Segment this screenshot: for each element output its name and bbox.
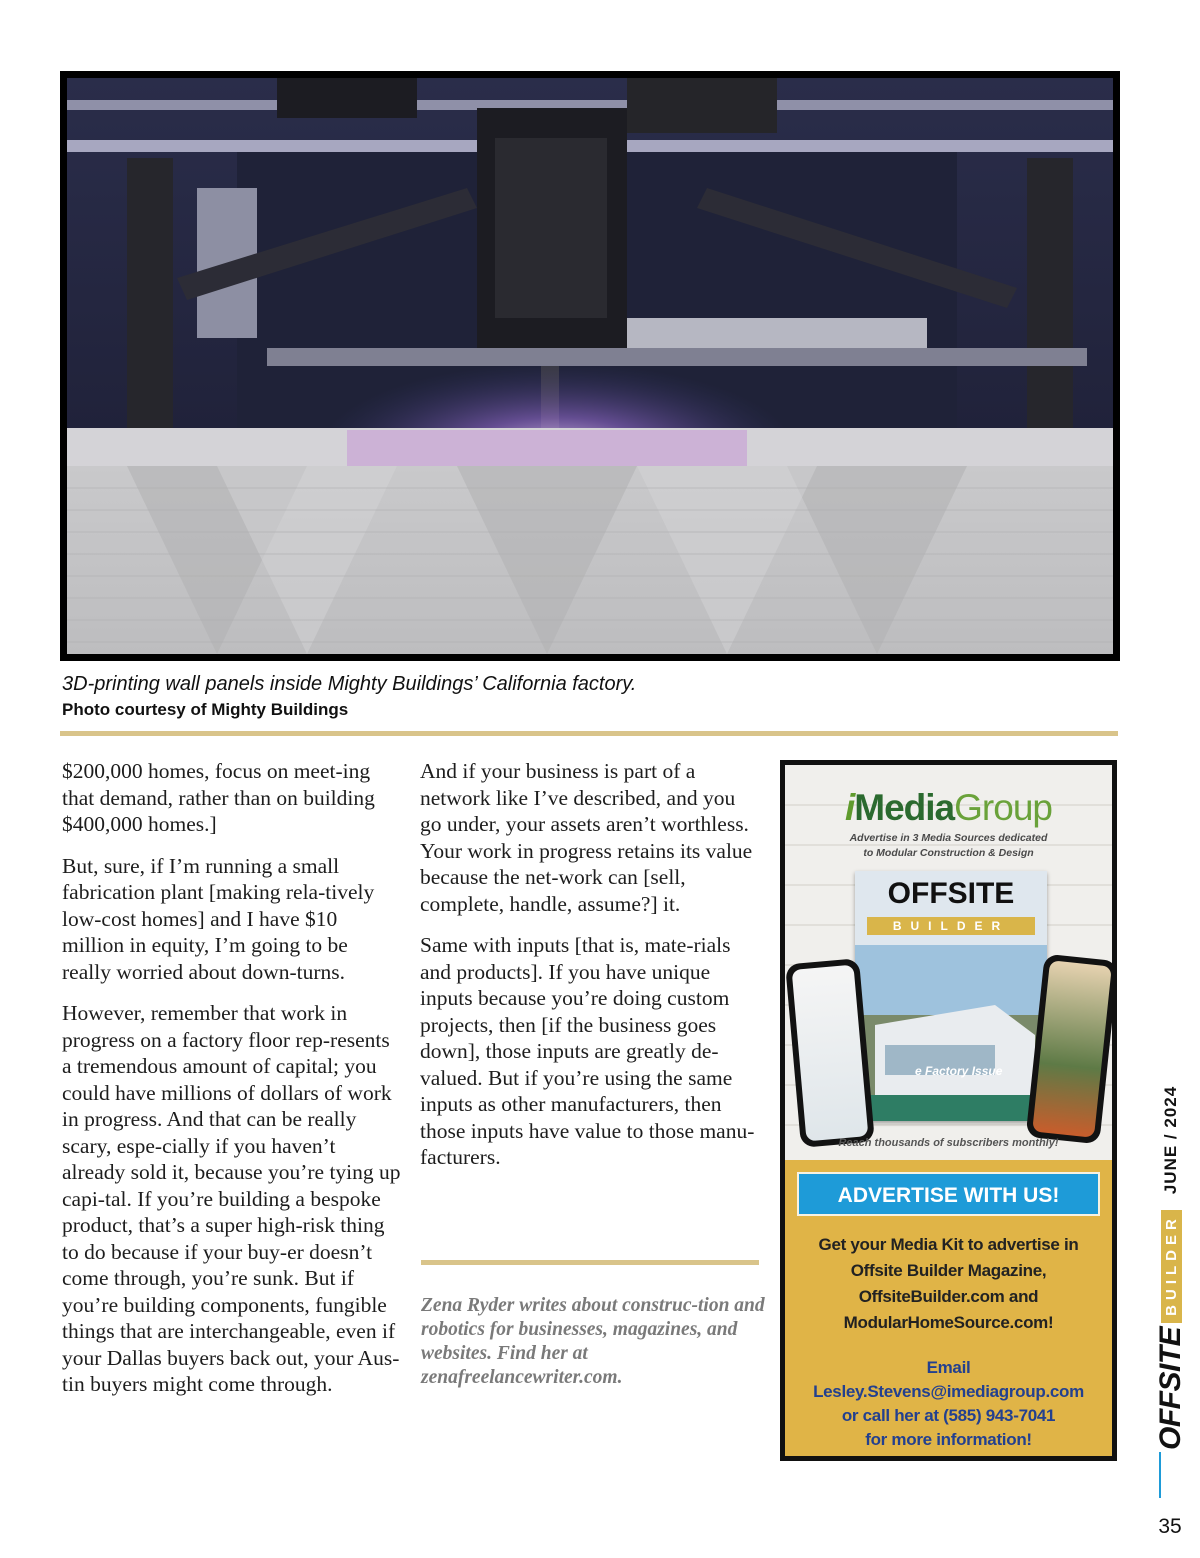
ad-tagline xyxy=(785,831,1112,861)
magazine-side-tab xyxy=(1147,1085,1195,1450)
paragraph: But, sure, if I’m running a small fabrication plant [making rela-tively low-cost homes] and I have $10 million in equity, I’m going to be really worried about down-turns. xyxy=(62,853,375,984)
section-divider xyxy=(60,731,1118,736)
ad-bottom-panel xyxy=(785,1160,1112,1461)
paragraph: $200,000 homes, focus on meet-ing that demand, rather than on building $400,000 homes.] xyxy=(62,759,375,836)
ad-top-panel xyxy=(785,765,1112,1160)
author-bio: Zena Ryder writes about construc-tion and robotics for businesses, magazines, and websites. Find her at zenafreelancewriter.com. xyxy=(421,1295,765,1388)
email-link[interactable]: Lesley.Stevens@imediagroup.com xyxy=(813,1382,1084,1401)
phone-left-mockup xyxy=(785,958,875,1148)
side-accent-line xyxy=(1159,1452,1161,1498)
page-number: 35 xyxy=(1158,1515,1182,1538)
tagline-line-1: Advertise in 3 Media Sources dedicated xyxy=(849,832,1048,844)
magazine-cover xyxy=(855,871,1047,1121)
paragraph: Same with inputs [that is, mate-rials and products]. If you have unique inputs because you’re doing custom projects, then [if the business goes down], those inputs are greatly de-valued. But if you’re using the same inputs as other manufacturers, then those inputs have value to those manu-facturers. xyxy=(420,933,755,1169)
cover-issue-label: e Factory Issue xyxy=(915,1064,1003,1078)
info-text: for more information! xyxy=(865,1430,1032,1449)
ad-body-line: OffsiteBuilder.com and xyxy=(858,1287,1039,1306)
advertisement[interactable] xyxy=(780,760,1117,1461)
ad-reach-text: Reach thousands of subscribers monthly! xyxy=(838,1137,1059,1149)
logo-media: Media xyxy=(854,787,955,828)
paragraph: However, remember that work in progress on a factory floor rep-resents a tremendous amount of capital; you could have millions of dollars of work in progress. And that can be really scary, espe-cially if you haven’t already sold it, because you’re tying up capi-tal. If you’re building a bespoke product, that’s a super high-risk thing to do because if your buy-er doesn’t come through, you’re sunk. But if you’re building components, fungible things that are interchangeable, even if your Dallas buyers back out, your Aus-tin buyers might come through. xyxy=(62,1001,401,1396)
advertise-with-us-button[interactable]: ADVERTISE WITH US! xyxy=(797,1172,1100,1216)
cover-title: OFFSITE xyxy=(887,877,1015,910)
bio-divider xyxy=(421,1260,759,1265)
paragraph: And if your business is part of a network like I’ve described, and you go under, your assets aren’t worthless. Your work in progress retains its value because the net-work can [sell, complete, handle, assume?] it. xyxy=(420,759,753,916)
ad-body-line: Get your Media Kit to advertise in xyxy=(818,1235,1079,1254)
ad-body-line: Offsite Builder Magazine, xyxy=(850,1261,1047,1280)
feature-photo xyxy=(60,71,1120,661)
logo-i: i xyxy=(845,787,855,828)
tagline-line-2: to Modular Construction & Design xyxy=(863,847,1034,859)
imediagroup-logo xyxy=(785,787,1112,829)
email-label: Email xyxy=(926,1358,971,1377)
ad-body-line: ModularHomeSource.com! xyxy=(843,1313,1054,1332)
phone-text: or call her at (585) 943-7041 xyxy=(841,1406,1056,1425)
cover-subtitle: BUILDER xyxy=(867,917,1035,935)
photo-caption: 3D-printing wall panels inside Mighty Buildings’ California factory. xyxy=(62,673,637,695)
issue-date: JUNE / 2024 xyxy=(1161,1085,1180,1195)
logo-group: Group xyxy=(954,787,1052,828)
article-column-1 xyxy=(62,758,402,1413)
ad-contact xyxy=(785,1356,1112,1452)
article-column-2 xyxy=(420,758,760,1186)
side-tab-content xyxy=(1151,1085,1191,1450)
brand-offsite: OFFSITE xyxy=(1154,1326,1187,1450)
cover-building-image xyxy=(855,945,1047,1121)
brand-builder: BUILDER xyxy=(1161,1210,1182,1323)
photo-credit: Photo courtesy of Mighty Buildings xyxy=(62,700,349,719)
ad-media-kit-text xyxy=(785,1232,1112,1336)
printer-photo-illustration xyxy=(67,78,1113,654)
